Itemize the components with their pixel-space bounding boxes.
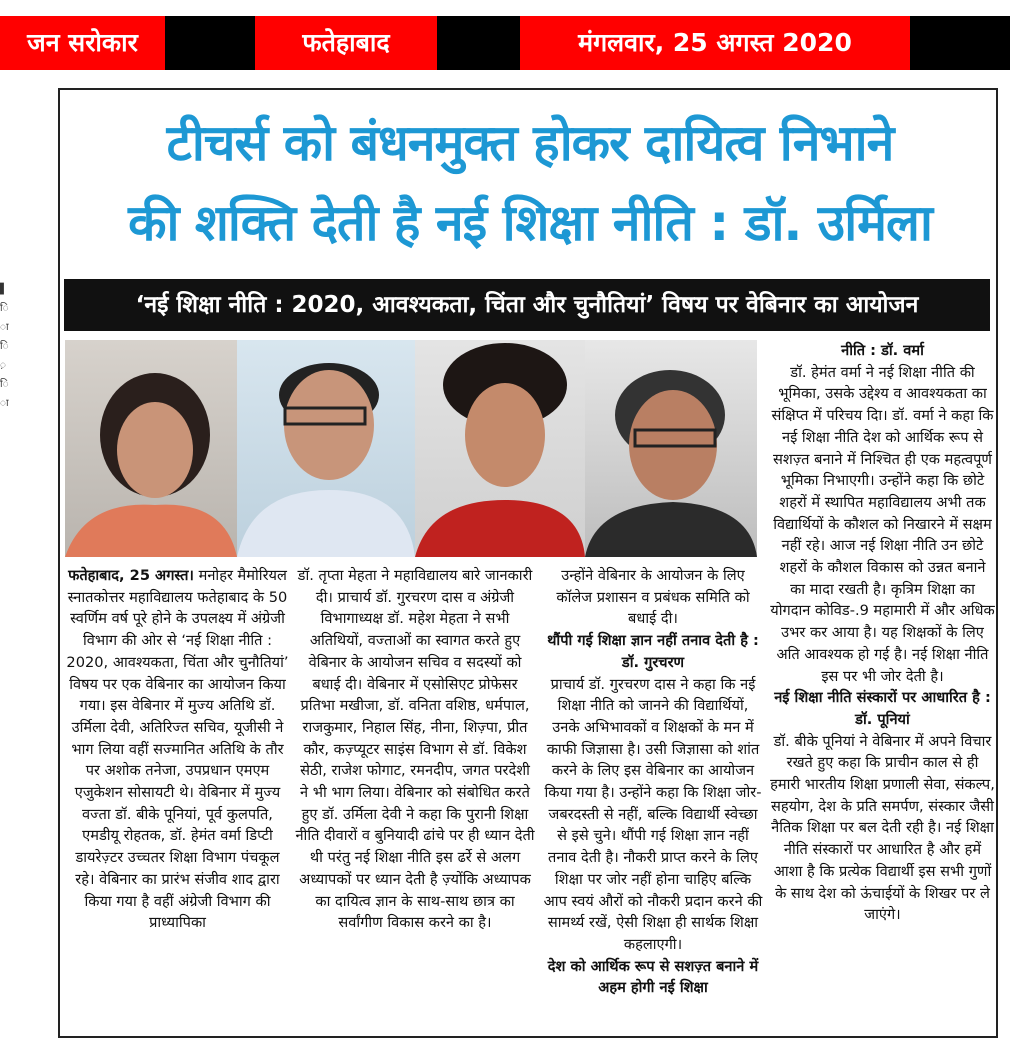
subheading-gurcharan: थौंपी गई शिक्षा ज्ञान नहीं तनाव देती है : डॉ. गुरचरण	[547, 632, 759, 671]
subheadline: ‘नई शिक्षा नीति : 2020, आवश्यकता, चिंता और चुनौतियां’ विषय पर वेबिनार का आयोजन	[64, 279, 990, 331]
column-3-text-1: उन्होंने वेबिनार के आयोजन के लिए कॉलेज प्रशासन व प्रबंधक समिति को बधाई दी।	[556, 567, 750, 628]
subheading-verma: नीति : डॉ. वर्मा	[841, 342, 924, 359]
column-4-text-1: डॉ. हेमंत वर्मा ने नई शिक्षा नीति की भूमिका, उसके उद्देश्य व आवश्यकता का संक्षिप्त में परिचय दिा। डॉ. वर्मा ने कहा कि नई शिक्षा नीति देश को आर्थिक रूप से सशज़्त बनाने में निश्चित ही एक महत्वपूर्ण भूमिका निभाएगी। उन्होंने कहा कि छोटे शहरों में स्थापित महाविद्यालय अभी तक विद्यार्थियों के कौशल को निखारने में सक्षम नहीं रहे। आज नई शिक्षा नीति उन छोटे शहरों के कौशल विकास को उन्नत बनाने का मादा रखती है। कृत्रिम शिक्षा का योगदान कोविड-.9 महामारी में और अधिक उभर कर आया है। यह शिक्षकों के लिए अति आवश्यक हो गई है। नई शिक्षा नीति इस पर भी जोर देती है।	[770, 363, 995, 685]
photo-hemant-verma	[585, 340, 757, 557]
adjacent-article-edge: ▌ ि ा ि ़ ि ा	[0, 284, 9, 409]
dateline: फतेहाबाद, 25 अगस्त।	[68, 567, 194, 584]
column-2-text: डॉ. तृप्ता मेहता ने महाविद्यालय बारे जानकारी दी। प्राचार्य डॉ. गुरचरण दास व अंग्रेजी विभागाध्यक्ष डॉ. महेश मेहता ने सभी अतिथियों, वज्ताओं का स्वागत करते हुए वेबिनार के आयोजन सचिव व सदस्यों को बधाई दी। वेबिनार में एसोसिएट प्रोफेसर प्रतिभा मखीजा, डॉ. वनिता वशिष्ठ, धर्मपाल, राजकुमार, निहाल सिंह, नीना, शिज़्पा, प्रीत कौर, कज़्प्यूटर साइंस विभाग से डॉ. विकेश सेठी, राजेश फोगाट, रमनदीप, जगत परदेशी ने भी भाग लिया। वेबिनार को संबोधित करते हुए डॉ. उर्मिला देवी ने कहा कि पुरानी शिक्षा नीति दीवारों व बुनियादी ढांचे पर ही ध्यान देती थी परंतु नई शिक्षा नीति इस ढर्रे से अलग अध्यापकों पर ध्यान देती है ज़्योंकि अध्यापक का दायित्व ज्ञान के साथ-साथ छात्र का सर्वांगीण विकास करने का है।	[295, 567, 535, 932]
column-4-text-2: डॉ. बीके पूनियां ने वेबिनार में अपने विचार रखते हुए कहा कि प्राचीन काल से ही हमारी भारतीय शिक्षा प्रणाली सेवा, संकल्प, सहयोग, देश के प्रति समर्पण, संस्कार जैसी नैतिक शिक्षा पर बल देती रही है। नई शिक्षा नीति संस्कारों पर आधारित है और हमें आशा है कि प्रत्येक विद्यार्थी इस सभी गुणों के साथ देश को ऊंचाईयों के शिखर पर ले जाएंगे।	[770, 732, 995, 924]
subheading-punia: नई शिक्षा नीति संस्कारों पर आधारित है : डॉ. पूनियां	[774, 689, 991, 728]
headline-line-2: की शक्ति देती है नई शिक्षा नीति : डॉ. उर्मिला	[128, 194, 932, 252]
column-1-text: मनोहर मैमोरियल स्नातकोत्तर महाविद्यालय फतेहाबाद के 50 स्वर्णिम वर्ष पूरे होने के उपलक्ष्य में अंग्रेजी विभाग की ओर से ‘नई शिक्षा नीति : 2020, आवश्यकता, चिंता और चुनौतियां’ विषय पर एक वेबिनार का आयोजन किया गया। इस वेबिनार में मुज्य अतिथि डॉ. उर्मिला देवी, अतिरिज्त सचिव, यूजीसी ने भाग लिया वहीं सज्मानित अतिथि के तौर पर अशोक तनेजा, उपप्रधान एमएम एजुकेशन सोसायटी थे। वेबिनार में मुज्य वज्ता डॉ. बीके पूनियां, पूर्व कुलपति, एमडीयू रोहतक, डॉ. हेमंत वर्मा डिप्टी डायरेज़्टर उच्चतर शिक्षा विभाग पंचकूल रहे। वेबिनार का प्रारंभ संजीव शाद द्वारा किया गया है वहीं अंग्रेजी विभाग की प्राध्यापिका	[66, 567, 289, 932]
header-band	[0, 16, 1010, 70]
date-label: मंगलवार, 25 अगस्त 2020	[520, 16, 910, 70]
photo-gurcharan-das	[237, 340, 415, 557]
headline-line-1: टीचर्स को बंधनमुक्त होकर दायित्व निभाने	[166, 114, 894, 172]
article-column-3	[542, 565, 764, 999]
article-column-2	[295, 565, 535, 934]
column-3-text-2: प्राचार्य डॉ. गुरचरण दास ने कहा कि नई शिक्षा नीति को जानने की विद्यार्थियों, उनके अभिभावकों व शिक्षकों के मन में काफी जिज्ञासा है। उसी जिज्ञासा को शांत करने के लिए इस वेबिनार का आयोजन किया गया है। उन्होंने कहा कि शिक्षा जोर-जबरदस्ती से नहीं, बल्कि विद्यार्थी स्वेच्छा से इसे चुने। थौंपी गई शिक्षा ज्ञान नहीं तनाव देती है। नौकरी प्राप्त करने के लिए शिक्षा पर जोर नहीं होना चाहिए बल्कि आप स्वयं औरों को नौकरी प्रदान करने की सामर्थ्य रखें, ऐसी शिक्षा ही सार्थक शिक्षा कहलाएगी।	[543, 675, 763, 953]
article-column-4	[770, 340, 995, 926]
city-label: फतेहाबाद	[255, 16, 437, 70]
photo-bk-punia	[415, 340, 585, 557]
article-column-1	[65, 565, 290, 934]
section-label: जन सरोकार	[0, 16, 165, 70]
photo-urmila-devi	[65, 340, 237, 557]
subheading-economy: देश को आर्थिक रूप से सशज़्त बनाने में अहम होगी नई शिक्षा	[547, 957, 759, 997]
